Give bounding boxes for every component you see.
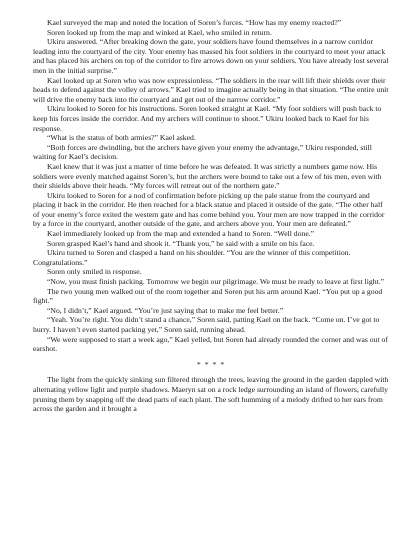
paragraph: The light from the quickly sinking sun filtered through the trees, leaving the ground in the garden dappled with alternating yellow light and purple shadows. Maeryn sat on a rock ledge surrounding an island of flowers, carefully pruning them by snapping off the dead parts of each plant. The soft humming of a melody drifted to her ears from across the garden and it brought a — [33, 375, 389, 414]
scene-break: * * * * — [196, 359, 226, 369]
paragraph: Ukiru turned to Soren and clasped a hand on his shoulder. “You are the winner of this competition. Congratulations.” — [33, 248, 351, 267]
paragraph: Ukiru looked to Soren for his instructions. Soren looked straight at Kael. “My foot soldiers will push back to keep his forces inside the corridor. And my archers will continue to shoot.” Ukiru looked back to Kael for his response. — [33, 104, 382, 133]
paragraph: The two young men walked out of the room together and Soren put his arm around Kael. “You put up a good fight.” — [33, 286, 383, 306]
paragraph: “No, I didn’t,” Kael argued. “You’re just saying that to make me feel better.” — [47, 305, 284, 315]
paragraph: “Now, you must finish packing. Tomorrow we begin our pilgrimage. We must be ready to leave at first light.” — [47, 277, 385, 287]
paragraph: Ukiru answered. “After breaking down the gate, your soldiers have found themselves in a narrow corridor leading into the courtyard of the city. Your enemy has massed his foot soldiers in the courtyard to meet your attack and has placed his archers on top of the corridor to fire arrows down on your soldiers. You have already lost several men in the initial surprise.” — [33, 37, 389, 75]
paragraph: Soren grasped Kael’s hand and shook it. “Thank you,” he said with a smile on his face. — [47, 238, 315, 248]
paragraph: “What is the status of both armies?” Kael asked. — [47, 133, 196, 143]
paragraph: “Yeah. You’re right. You didn’t stand a chance,” Soren said, patting Kael on the back. “Come on. I’ve got to hurry. I haven’t even started packing yet,” Soren said, running ahead. — [33, 315, 380, 334]
paragraph: “Both forces are dwindling, but the archers have given your enemy the advantage,” Ukiru responded, still waiting for Kael’s decision. — [33, 142, 372, 162]
paragraph: Kael knew that it was just a matter of time before he was defeated. It was strictly a numbers game now. His soldiers were evenly matched against Soren’s, but the archers were bound to take out a few of his men, even with their shields above their heads. “My forces will retreat out of the northern gate.” — [33, 161, 382, 191]
paragraph: “We were supposed to start a week ago,” Kael yelled, but Soren had already rounded the corner and was out of earshot. — [33, 334, 388, 354]
paragraph: Ukiru looked to Soren for a nod of confirmation before picking up the pale statue from the courtyard and placing it back in the corridor. He then reached for a black statue and placed it outside of the gate. “The other half of your enemy’s force exited the western gate and has come behind you. Your men are now trapped in the corridor by a force in the courtyard, another outside of the gate, and archers above you. Your men are defeated.” — [33, 190, 385, 229]
paragraph: Soren looked up from the map and winked at Kael, who smiled in return. — [47, 27, 272, 37]
paragraph: Kael surveyed the map and noted the location of Soren’s forces. “How has my enemy reacted?” — [47, 18, 342, 27]
paragraph: Soren only smiled in response. — [47, 267, 142, 277]
paragraph: Kael immediately looked up from the map and extended a hand to Soren. “Well done.” — [47, 229, 315, 239]
paragraph: Kael looked up at Soren who was now expressionless. “The soldiers in the rear will lift their shields over their heads to defend against the volley of arrows.” Kael tried to imagine actually being in that situation. “The entire unit will drive the enemy back into the courtyard and get out of the narrow corridor.” — [33, 75, 389, 104]
page-text — [33, 18, 389, 414]
